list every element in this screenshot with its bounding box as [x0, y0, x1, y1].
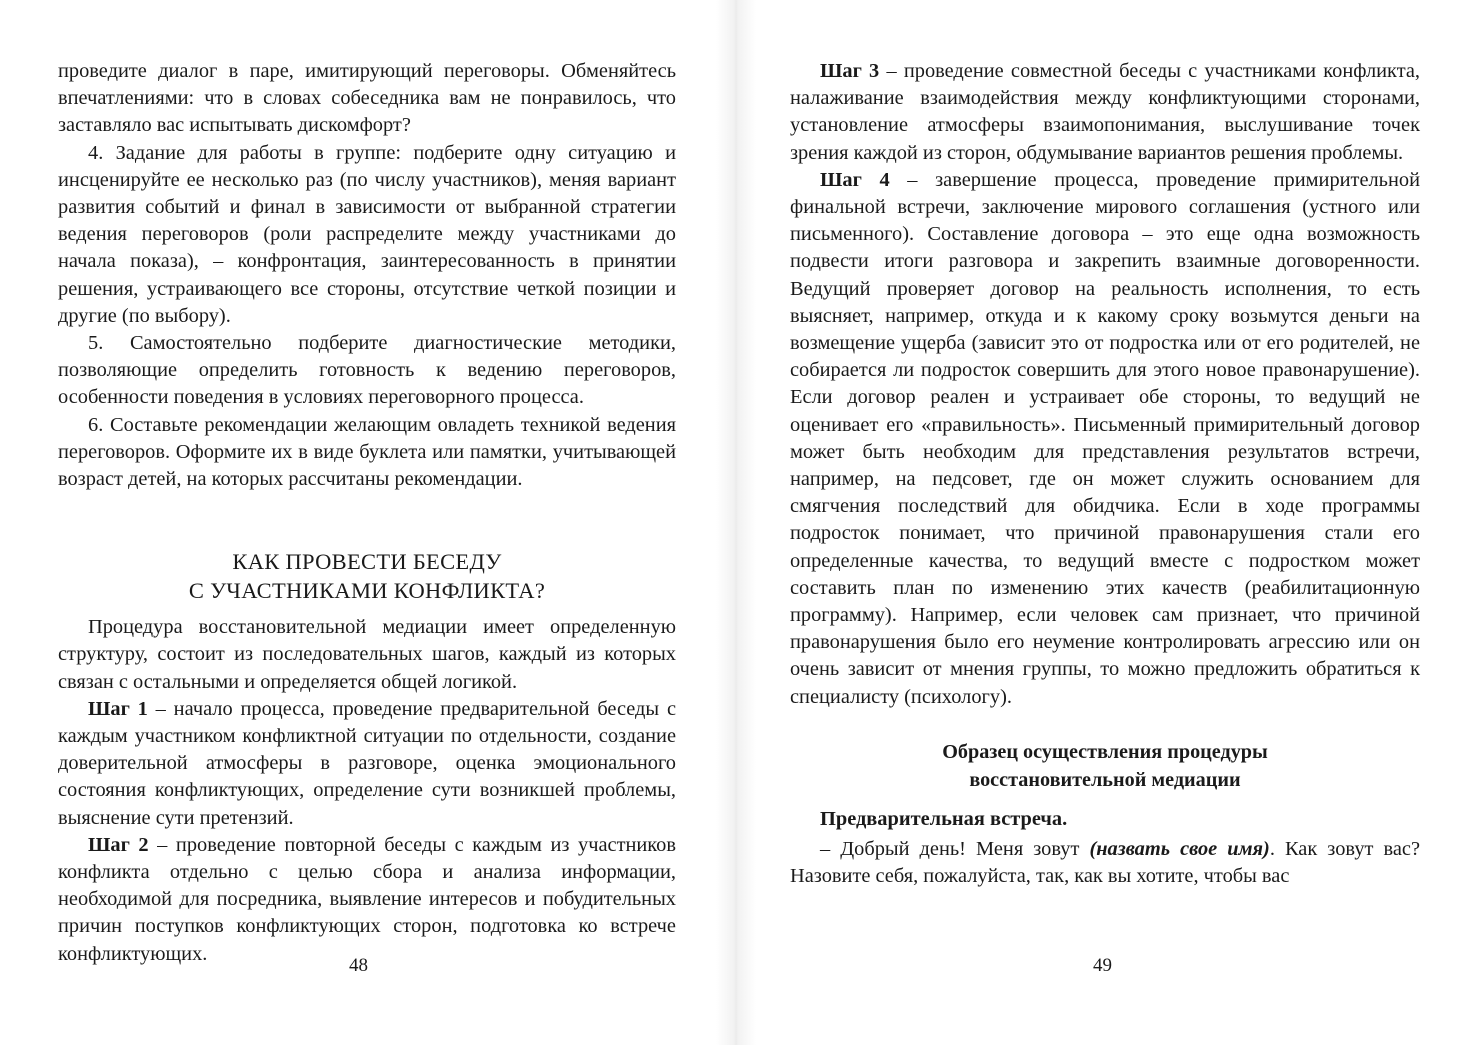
subsection-heading-line: восстановительной медиации	[969, 768, 1241, 791]
paragraph: Процедура восстановительной медиации имеет определенную структуру, состоит из последовательных шагов, каждый из которых связан с остальными и определяется общей логикой.	[58, 616, 676, 693]
dialog-text: – Добрый день! Меня зовут	[820, 838, 1090, 861]
step-paragraph	[58, 696, 676, 832]
page-number: 48	[349, 955, 368, 976]
page-number: 49	[1093, 955, 1112, 976]
dialog-text: . Как зовут вас? Назовите себя, пожалуйста, так, как вы хотите, чтобы вас	[790, 838, 1420, 888]
book-gutter	[716, 0, 756, 1045]
step-text: – начало процесса, проведение предварительной беседы с каждым участником конфликтной ситуации по отдельности, создание доверительной атмосферы в разговоре, оценка эмоционального состояния конфликтующих, определение сути возникшей проблемы, выяснение сути претензий.	[58, 697, 676, 829]
right-page	[790, 58, 1420, 890]
subsection-heading-line: Образец осуществления процедуры	[942, 740, 1268, 763]
step-text: – завершение процесса, проведение примирительной финальной встречи, заключение мирового соглашения (устного или письменного). Составление договора – это еще одна возможность подвести итоги разговора и закрепить взаимные договоренности. Ведущий проверяет договор на реальность исполнения, то есть выясняет, например, откуда и к какому сроку возьмутся деньги на возмещение ущерба (зависит это от подростка или от его родителей, не собирается ли подросток совершить для этого новое правонарушение). Если договор реален и устраивает обе стороны, то ведущий не оценивает его «правильность». Письменный примирительный договор может быть необходим для представления результатов встречи, например, на педсовет, где он может служить основанием для смягчения последствий для обидчика. Если в ходе программы подросток понимает, что причиной правонарушения стали его определенные качества, то ведущий вместе с подростком может составить план по изменению этих качеств (реабилитационную программу). Например, если человек сам признает, что причиной правонарушения было его неумение контролировать агрессию или он очень зависит от мнения группы, то можно предложить обратиться к специалисту (психологу).	[790, 168, 1421, 708]
paragraph: 6. Составьте рекомендации желающим овладеть техникой ведения переговоров. Оформите их в виде буклета или памятки, учитывающей возраст детей, на которых рассчитаны рекомендации.	[58, 413, 676, 491]
section-heading	[58, 547, 676, 605]
paragraph: проведите диалог в паре, имитирующий переговоры. Обменяйтесь впечатлениями: что в словах собеседника вам не понравилось, что заставляло вас испытывать дискомфорт?	[58, 60, 676, 137]
step-paragraph	[790, 167, 1420, 711]
meeting-title: Предварительная встреча.	[820, 807, 1068, 830]
left-page	[58, 58, 676, 968]
section-heading-line: С УЧАСТНИКАМИ КОНФЛИКТА?	[188, 578, 546, 604]
step-label: Шаг 2	[88, 833, 149, 856]
step-label: Шаг 1	[88, 697, 148, 720]
section-heading-line: КАК ПРОВЕСТИ БЕСЕДУ	[232, 549, 502, 575]
subsection-heading	[790, 738, 1420, 794]
step-text: – проведение совместной беседы с участниками конфликта, налаживание взаимодействия между конфликтующими сторонами, установление атмосферы взаимопонимания, выслушивание точек зрения каждой из сторон, обдумывание вариантов решения проблемы.	[790, 60, 1421, 164]
step-label: Шаг 3	[820, 60, 880, 82]
step-paragraph	[790, 58, 1420, 167]
dialog-italic: (назвать свое имя)	[1089, 838, 1270, 861]
dialog-paragraph	[790, 836, 1420, 890]
step-label: Шаг 4	[820, 168, 890, 191]
step-paragraph	[58, 832, 676, 968]
step-text: – проведение повторной беседы с каждым из участников конфликта отдельно с целью сбора и анализа информации, необходимой для посредника, выявление интересов и побудительных причин поступков конфликтующих сторон, подготовка ко встрече конфликтующих.	[58, 833, 676, 965]
paragraph: 5. Самостоятельно подберите диагностические методики, позволяющие определить готовность к ведению переговоров, особенности поведения в условиях переговорного процесса.	[58, 332, 676, 409]
paragraph: 4. Задание для работы в группе: подберите одну ситуацию и инсценируйте ее несколько раз (по числу участников), меняя вариант развития событий и финал в зависимости от выбранной стратегии ведения переговоров (роли распределите между участниками до начала показа), – конфронтация, заинтересованность в принятии решения, устраивающего все стороны, отсутствие четкой позиции и другие (по выбору).	[58, 141, 676, 327]
